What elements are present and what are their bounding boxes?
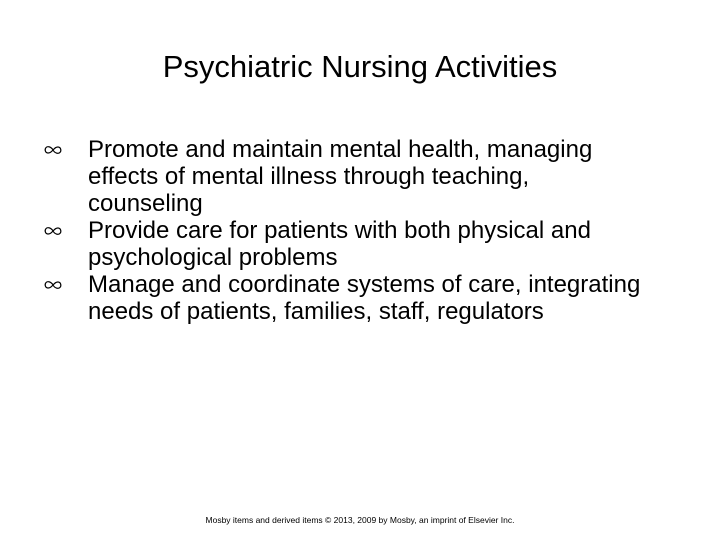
infinity-bullet-icon	[44, 145, 62, 155]
copyright-footer: Mosby items and derived items © 2013, 2009 by Mosby, an imprint of Elsevier Inc.	[205, 515, 515, 525]
bullet-text: Manage and coordinate systems of care, integrating needs of patients, families, staff, regulators	[88, 271, 641, 325]
bullet-text: Promote and maintain mental health, managing effects of mental illness through teaching, counseling	[88, 136, 593, 217]
slide-title: Psychiatric Nursing Activities	[162, 49, 558, 84]
bullet-item	[0, 136, 648, 217]
bullet-list	[0, 136, 720, 325]
infinity-bullet-icon	[44, 226, 62, 236]
bullet-item	[0, 217, 648, 271]
bullet-item	[0, 271, 648, 325]
infinity-bullet-icon	[44, 280, 62, 290]
bullet-text: Provide care for patients with both physical and psychological problems	[88, 217, 591, 271]
